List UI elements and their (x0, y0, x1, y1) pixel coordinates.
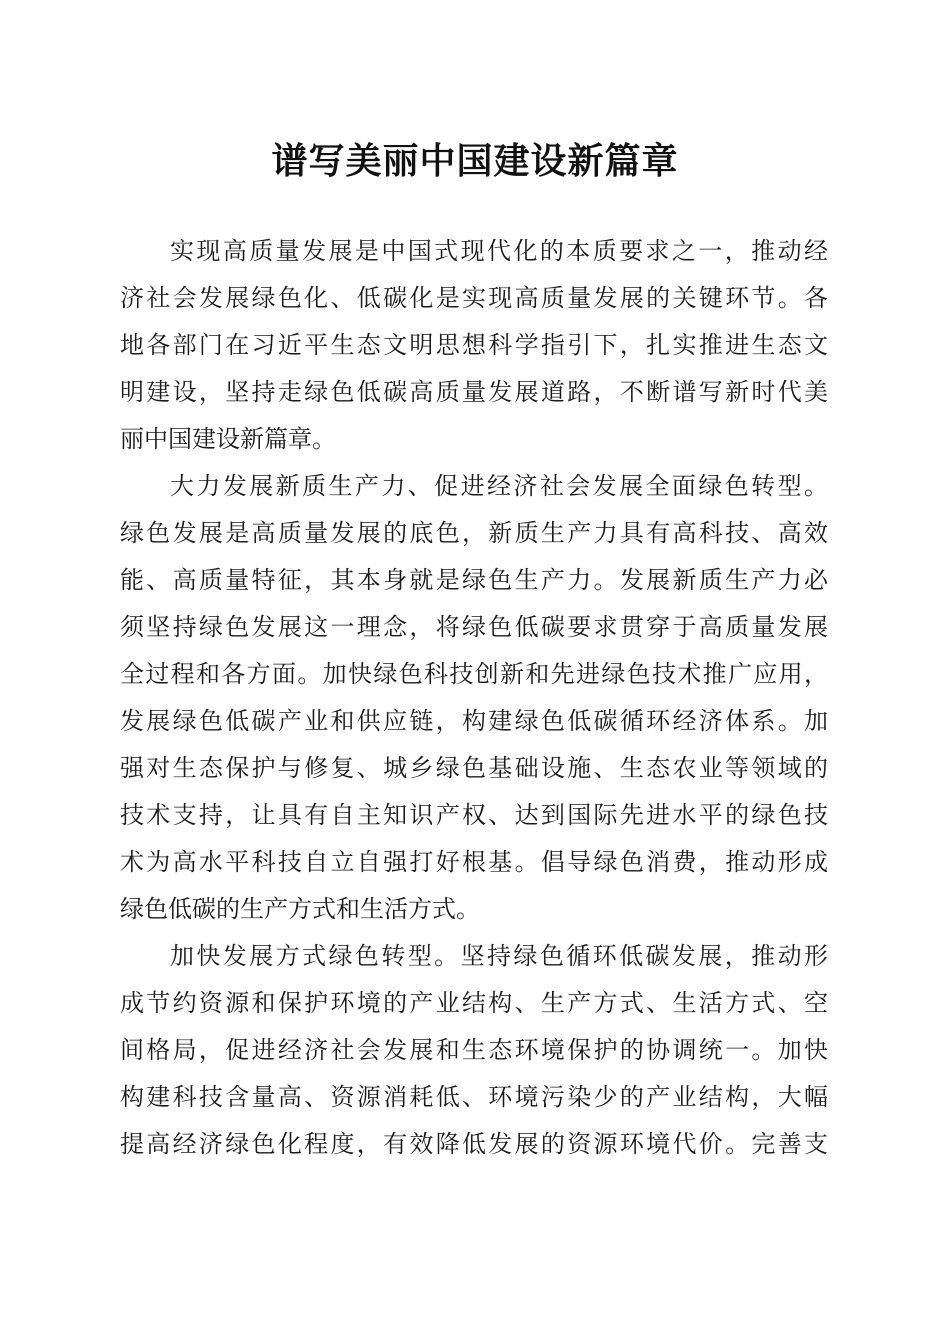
text-line: 能、高质量特征，其本身就是绿色生产力。发展新质生产力必 (120, 566, 828, 594)
text-line: 术为高水平科技自立自强打好根基。倡导绿色消费，推动形成 (120, 848, 828, 876)
document-body (120, 228, 828, 1168)
text-line: 全过程和各方面。加快绿色科技创新和先进绿色技术推广应用， (120, 660, 828, 688)
text-line: 济社会发展绿色化、低碳化是实现高质量发展的关键环节。各 (120, 284, 828, 312)
text-line: 大力发展新质生产力、促进经济社会发展全面绿色转型。 (170, 472, 828, 500)
text-line: 提高经济绿色化程度，有效降低发展的资源环境代价。完善支 (120, 1130, 828, 1158)
text-line: 构建科技含量高、资源消耗低、环境污染少的产业结构，大幅 (120, 1083, 828, 1111)
text-line: 技术支持，让具有自主知识产权、达到国际先进水平的绿色技 (120, 801, 828, 829)
text-line: 绿色低碳的生产方式和生活方式。 (120, 895, 480, 923)
text-line: 成节约资源和保护环境的产业结构、生产方式、生活方式、空 (120, 989, 828, 1017)
document-title: 谱写美丽中国建设新篇章 (271, 140, 679, 182)
text-line: 丽中国建设新篇章。 (120, 425, 336, 453)
text-line: 间格局，促进经济社会发展和生态环境保护的协调统一。加快 (120, 1036, 828, 1064)
text-line: 实现高质量发展是中国式现代化的本质要求之一，推动经 (170, 237, 828, 265)
text-line: 发展绿色低碳产业和供应链，构建绿色低碳循环经济体系。加 (120, 707, 828, 735)
text-line: 明建设，坚持走绿色低碳高质量发展道路，不断谱写新时代美 (120, 378, 828, 406)
text-line: 须坚持绿色发展这一理念，将绿色低碳要求贯穿于高质量发展 (120, 613, 828, 641)
text-line: 地各部门在习近平生态文明思想科学指引下，扎实推进生态文 (120, 331, 828, 359)
text-line: 绿色发展是高质量发展的底色，新质生产力具有高科技、高效 (120, 519, 828, 547)
text-line: 加快发展方式绿色转型。坚持绿色循环低碳发展，推动形 (170, 942, 828, 970)
text-line: 强对生态保护与修复、城乡绿色基础设施、生态农业等领域的 (120, 754, 828, 782)
